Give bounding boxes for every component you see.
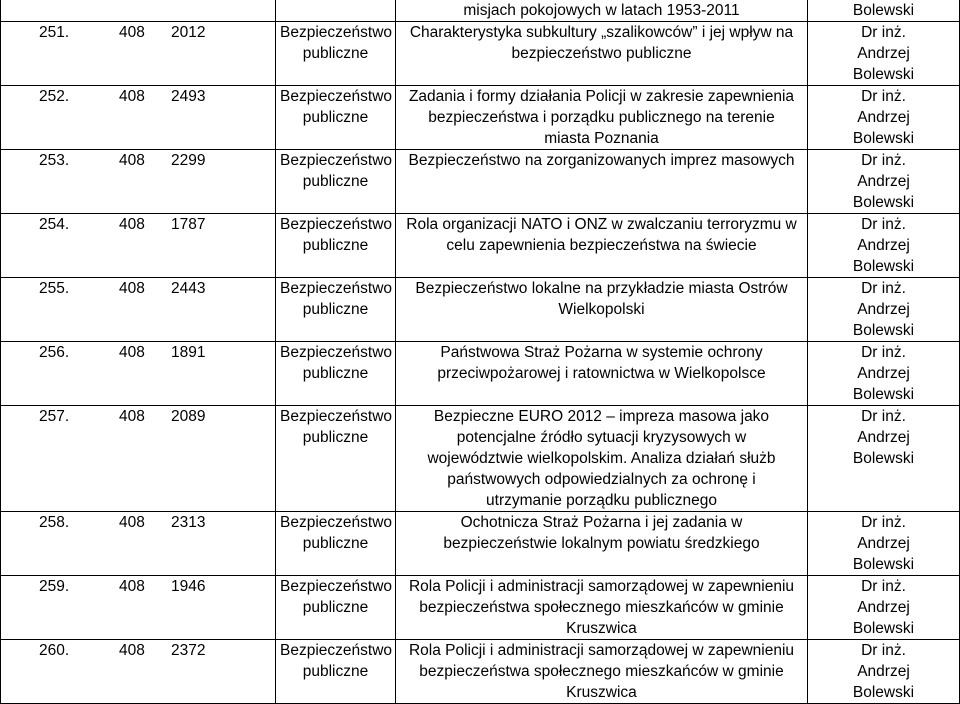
code-secondary: 1946 — [171, 578, 206, 595]
supervisor-line: Dr inż. — [861, 642, 906, 659]
cell-supervisor — [808, 278, 960, 342]
row-number: 257. — [39, 408, 70, 425]
code-secondary: 2089 — [171, 408, 206, 425]
code-secondary: 2012 — [171, 24, 206, 41]
supervisor-line: Dr inż. — [861, 216, 906, 233]
cell-title — [396, 640, 808, 704]
supervisor-line: Bolewski — [852, 556, 915, 573]
field-line: Bezpieczeństwo — [280, 24, 393, 41]
field-line: publiczne — [302, 237, 369, 254]
code-secondary: 2299 — [171, 152, 206, 169]
title-line: Charakterystyka subkultury „szalikowców” i jej wpływ na — [409, 24, 794, 41]
field-line: Bezpieczeństwo — [280, 280, 393, 297]
cell-number-codes — [1, 406, 276, 512]
field-line: publiczne — [302, 109, 369, 126]
cell-supervisor — [808, 512, 960, 576]
code-primary: 408 — [119, 578, 145, 595]
table-row — [1, 214, 960, 278]
row-number: 251. — [39, 24, 70, 41]
cell-field — [276, 278, 396, 342]
title-line: celu zapewnienia bezpieczeństwa na świecie — [446, 237, 757, 254]
title-line: Bezpieczeństwo lokalne na przykładzie miasta Ostrów — [415, 280, 788, 297]
title-line: Kruszwica — [566, 620, 637, 637]
title-line: Kruszwica — [566, 684, 637, 701]
supervisor-line: Bolewski — [852, 322, 915, 339]
code-secondary: 2372 — [171, 642, 206, 659]
field-line: Bezpieczeństwo — [280, 152, 393, 169]
row-number: 252. — [39, 88, 70, 105]
code-primary: 408 — [119, 280, 145, 297]
cell-field — [276, 342, 396, 406]
supervisor-line: Dr inż. — [861, 24, 906, 41]
title-line: miasta Poznania — [544, 130, 659, 147]
supervisor-line: Andrzej — [857, 365, 910, 382]
supervisor-line: Andrzej — [857, 173, 910, 190]
cell-title — [396, 512, 808, 576]
cell-title — [396, 278, 808, 342]
field-line: Bezpieczeństwo — [280, 216, 393, 233]
code-secondary: 2493 — [171, 88, 206, 105]
field-line: publiczne — [302, 535, 369, 552]
field-line: Bezpieczeństwo — [280, 344, 393, 361]
title-line: Bezpieczne EURO 2012 – impreza masowa jako — [433, 408, 770, 425]
code-secondary: 1891 — [171, 344, 206, 361]
title-line: Bezpieczeństwo na zorganizowanych imprez masowych — [408, 152, 795, 169]
field-line: Bezpieczeństwo — [280, 578, 393, 595]
title-line: Wielkopolski — [558, 301, 645, 318]
supervisor-line: Dr inż. — [861, 514, 906, 531]
code-primary: 408 — [119, 514, 145, 531]
field-line: Bezpieczeństwo — [280, 514, 393, 531]
field-line: publiczne — [302, 173, 369, 190]
cell-field — [276, 512, 396, 576]
supervisor-line: Bolewski — [852, 386, 915, 403]
cell-number-codes — [1, 512, 276, 576]
cell-field — [276, 22, 396, 86]
table-row — [1, 278, 960, 342]
thesis-table-body — [1, 0, 960, 704]
supervisor-line: Andrzej — [857, 535, 910, 552]
supervisor-line: Andrzej — [857, 237, 910, 254]
cell-field — [276, 576, 396, 640]
cell-title — [396, 86, 808, 150]
cell-supervisor — [808, 214, 960, 278]
table-row — [1, 576, 960, 640]
table-row — [1, 150, 960, 214]
code-secondary: 1787 — [171, 216, 206, 233]
supervisor-line: Bolewski — [852, 450, 915, 467]
row-number: 256. — [39, 344, 70, 361]
supervisor-line: Dr inż. — [861, 280, 906, 297]
cell-number-codes — [1, 22, 276, 86]
title-line: państwowych odpowiedzialnych za ochronę i — [447, 471, 756, 488]
supervisor-line: Andrzej — [857, 663, 910, 680]
supervisor-line: Bolewski — [852, 684, 915, 701]
field-line: Bezpieczeństwo — [280, 88, 393, 105]
row-number: 259. — [39, 578, 70, 595]
cell-number-codes — [1, 86, 276, 150]
title-line: bezpieczeństwa społecznego mieszkańców w gminie — [419, 599, 784, 616]
cell-title — [396, 342, 808, 406]
cell-title-continued: misjach pokojowych w latach 1953-2011 — [396, 0, 808, 22]
cell-supervisor — [808, 576, 960, 640]
supervisor-line: Bolewski — [852, 130, 915, 147]
title-line: bezpieczeństwa społecznego mieszkańców w gminie — [419, 663, 784, 680]
title-line: Zadania i formy działania Policji w zakresie zapewnienia — [408, 88, 795, 105]
title-line: bezpieczeństwie lokalnym powiatu średzkiego — [443, 535, 760, 552]
field-line: publiczne — [302, 429, 369, 446]
cell-number-codes — [1, 150, 276, 214]
title-line: przeciwpożarowej i ratownictwa w Wielkopolsce — [437, 365, 766, 382]
cell-number-codes — [1, 576, 276, 640]
title-line: województwie wielkopolskim. Analiza działań służb — [427, 450, 776, 467]
supervisor-line: Andrzej — [857, 109, 910, 126]
supervisor-line: Dr inż. — [861, 408, 906, 425]
row-number: 254. — [39, 216, 70, 233]
cell-supervisor-continued: Bolewski — [808, 0, 960, 22]
supervisor-line: Bolewski — [852, 194, 915, 211]
cell-title — [396, 150, 808, 214]
cell-title — [396, 214, 808, 278]
cell-number-codes — [1, 214, 276, 278]
supervisor-line: Andrzej — [857, 429, 910, 446]
cell-number-codes — [1, 342, 276, 406]
title-line: bezpieczeństwo publiczne — [511, 45, 692, 62]
cell-empty-field — [276, 0, 396, 22]
cell-title — [396, 576, 808, 640]
supervisor-line: Bolewski — [852, 620, 915, 637]
table-row — [1, 86, 960, 150]
table-row-continued — [1, 0, 960, 22]
title-line: bezpieczeństwa i porządku publicznego na terenie — [428, 109, 775, 126]
row-number: 258. — [39, 514, 70, 531]
code-primary: 408 — [119, 642, 145, 659]
code-primary: 408 — [119, 24, 145, 41]
title-line: utrzymanie porządku publicznego — [486, 492, 717, 509]
code-primary: 408 — [119, 344, 145, 361]
table-row — [1, 512, 960, 576]
table-row — [1, 406, 960, 512]
cell-supervisor — [808, 640, 960, 704]
row-number: 255. — [39, 280, 70, 297]
field-line: publiczne — [302, 663, 369, 680]
field-line: publiczne — [302, 365, 369, 382]
code-secondary: 2443 — [171, 280, 206, 297]
cell-field — [276, 640, 396, 704]
cell-title — [396, 406, 808, 512]
cell-number-codes — [1, 640, 276, 704]
cell-supervisor — [808, 86, 960, 150]
supervisor-line: Bolewski — [852, 66, 915, 83]
field-line: Bezpieczeństwo — [280, 642, 393, 659]
supervisor-line: Dr inż. — [861, 88, 906, 105]
row-number: 260. — [39, 642, 70, 659]
code-primary: 408 — [119, 88, 145, 105]
field-line: publiczne — [302, 45, 369, 62]
cell-title — [396, 22, 808, 86]
field-line: publiczne — [302, 599, 369, 616]
title-line: potencjalne źródło sytuacji kryzysowych w — [456, 429, 747, 446]
cell-field — [276, 214, 396, 278]
cell-field — [276, 406, 396, 512]
cell-supervisor — [808, 406, 960, 512]
code-secondary: 2313 — [171, 514, 206, 531]
cell-field — [276, 150, 396, 214]
code-primary: 408 — [119, 408, 145, 425]
code-primary: 408 — [119, 216, 145, 233]
supervisor-line: Dr inż. — [861, 578, 906, 595]
supervisor-line: Andrzej — [857, 599, 910, 616]
field-line: publiczne — [302, 301, 369, 318]
cell-supervisor — [808, 150, 960, 214]
supervisor-line: Dr inż. — [861, 344, 906, 361]
table-row — [1, 640, 960, 704]
cell-empty-left — [1, 0, 276, 22]
table-row — [1, 342, 960, 406]
supervisor-line: Dr inż. — [861, 152, 906, 169]
title-line: Rola Policji i administracji samorządowej w zapewnieniu — [408, 578, 795, 595]
title-line: Ochotnicza Straż Pożarna i jej zadania w — [460, 514, 743, 531]
code-primary: 408 — [119, 152, 145, 169]
cell-field — [276, 86, 396, 150]
field-line: Bezpieczeństwo — [280, 408, 393, 425]
table-row — [1, 22, 960, 86]
supervisor-line: Bolewski — [852, 258, 915, 275]
supervisor-line: Andrzej — [857, 301, 910, 318]
cell-supervisor — [808, 22, 960, 86]
title-line: Rola Policji i administracji samorządowej w zapewnieniu — [408, 642, 795, 659]
row-number: 253. — [39, 152, 70, 169]
supervisor-line: Andrzej — [857, 45, 910, 62]
cell-number-codes — [1, 278, 276, 342]
cell-supervisor — [808, 342, 960, 406]
title-line: Rola organizacji NATO i ONZ w zwalczaniu terroryzmu w — [406, 216, 797, 233]
title-line: Państwowa Straż Pożarna w systemie ochrony — [440, 344, 763, 361]
